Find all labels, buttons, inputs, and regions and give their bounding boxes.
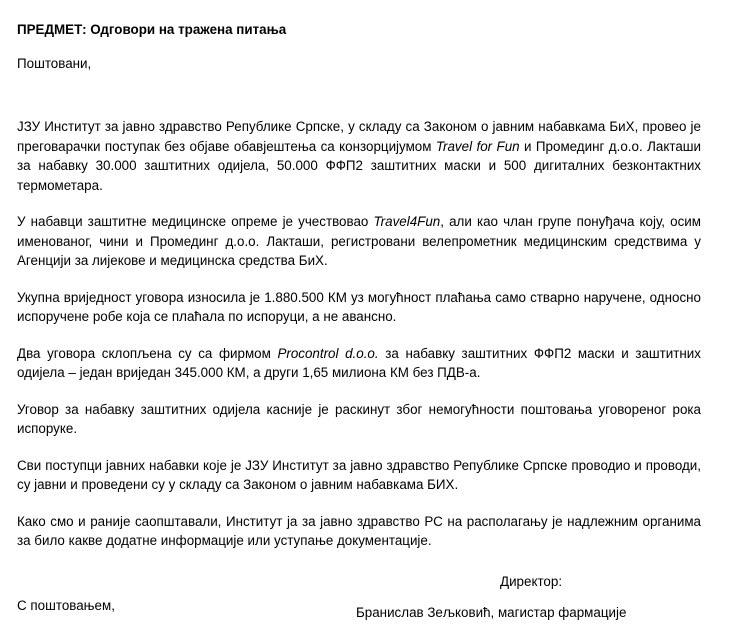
signature-name: Бранислав Зељковић, магистар фармације bbox=[356, 605, 627, 620]
paragraph-contract-termination bbox=[17, 400, 701, 439]
letter-closing: С поштовањем, bbox=[17, 597, 115, 613]
company-name: Procontrol d.o.o. bbox=[277, 345, 379, 361]
letter-body bbox=[17, 20, 701, 615]
letter-greeting: Поштовани, bbox=[17, 55, 92, 71]
director-title: Директор: bbox=[500, 574, 563, 589]
text-run: , али као члан групе понуђача коју, осим именованог, чини и Промединг д.о.о. Лакташи, регистровани велепрометник медицинским средствима у Агенцији за лијекове и медицинска средства БиХ. bbox=[17, 214, 701, 268]
company-name: Travel for Fun bbox=[435, 138, 520, 154]
text-run: Уговор за набавку заштитних одијела касније је раскинут због немогућности поштовања уговореног рока испоруке. bbox=[17, 401, 701, 436]
paragraph-contract-value bbox=[17, 288, 701, 327]
paragraph-availability bbox=[17, 512, 701, 551]
text-run: Укупна вриједност уговора износила је 1.880.500 КМ уз могућност плаћања само стварно наручене, односно испоручене робе која се плаћала по испоруци, а не авансно. bbox=[17, 289, 701, 324]
letter-subject: ПРЕДМЕТ: Одговори на тражена питања bbox=[17, 22, 287, 37]
text-run: за набавку заштитних ФФП2 маски и заштитних одијела – један вриједан 345.000 КМ, а други 1,65 милиона КМ без ПДВ-а. bbox=[17, 345, 701, 380]
paragraph-public-procedures bbox=[17, 456, 701, 495]
paragraph-procontrol-contracts bbox=[17, 344, 701, 383]
paragraph-procurement-procedure bbox=[17, 117, 701, 195]
text-run: Како смо и раније саопштавали, Институт ја за јавно здравство РС на располагању је надлежним органима за било какве додатне информације или уступање документације. bbox=[17, 513, 701, 548]
text-run: Сви поступци јавних набавки које је ЈЗУ Институт за јавно здравство Републике Српске проводио и проводи, су јавни и проведени су у складу са Законом о јавним набавкама БИХ. bbox=[17, 457, 701, 492]
text-run: Два уговора склопљена су са фирмом bbox=[17, 345, 278, 361]
text-run: ЈЗУ Институт за јавно здравство Републике Српске, у складу са Законом о јавним набавкама БиХ, провео је преговарачки поступак без објаве обавјештења са конзорцијумом bbox=[17, 119, 701, 154]
paragraph-participants bbox=[17, 212, 701, 271]
company-name: Travel4Fun bbox=[373, 214, 441, 229]
text-run: и Промединг д.о.о. Лакташи за набавку 30.000 заштитних одијела, 50.000 ФФП2 заштитних маски и 500 дигиталних безконтактних термометара. bbox=[17, 138, 701, 193]
text-run: У набавци заштитне медицинске опреме је учествовао bbox=[17, 214, 374, 229]
